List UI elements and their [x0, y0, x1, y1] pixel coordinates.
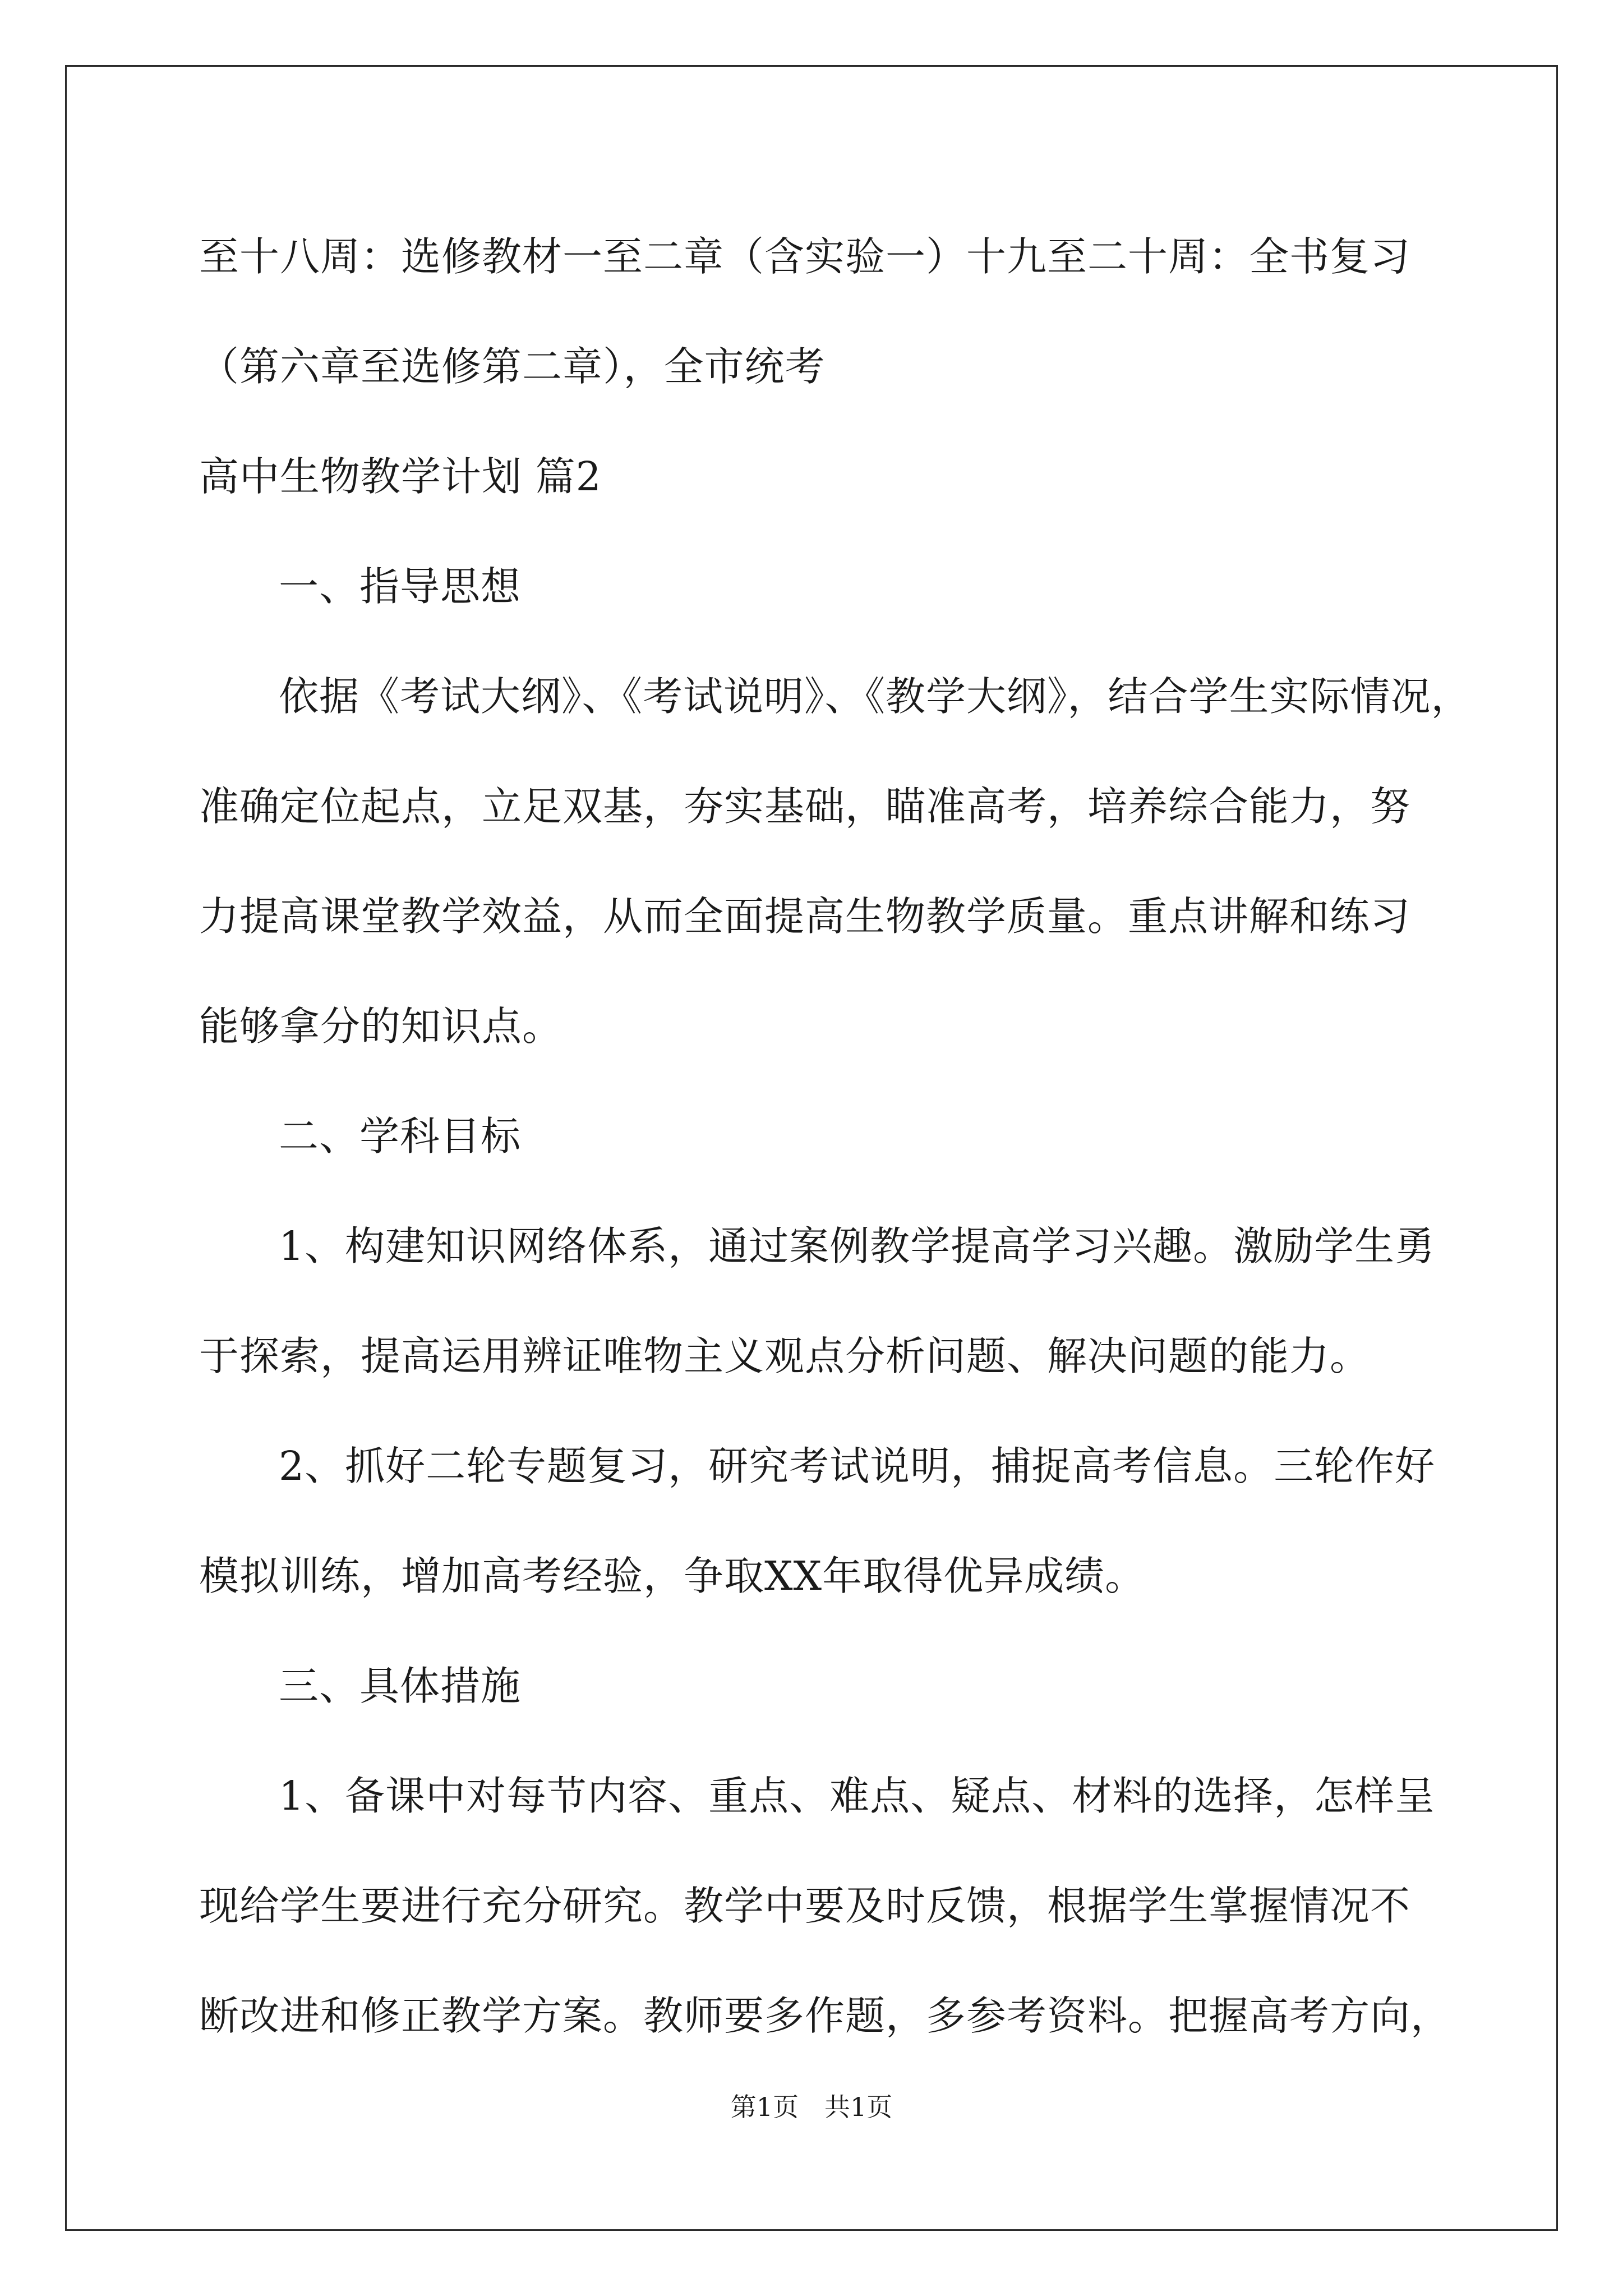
heading-guiding-ideology: 一、指导思想 [279, 563, 522, 610]
text-line: 1、备课中对每节内容、重点、难点、疑点、材料的选择，怎样呈 [279, 1773, 1436, 1819]
heading-specific-measures: 三、具体措施 [279, 1663, 522, 1709]
text-line: （第六章至选修第二章），全市统考 [199, 343, 826, 390]
text-line: 模拟训练，增加高考经验，争取XX年取得优异成绩。 [199, 1553, 1146, 1599]
text-line: 现给学生要进行充分研究。教学中要及时反馈，根据学生掌握情况不 [199, 1883, 1411, 1929]
text-line: 能够拿分的知识点。 [199, 1003, 563, 1050]
text-line: 1、构建知识网络体系，通过案例教学提高学习兴趣。激励学生勇 [279, 1223, 1436, 1269]
text-line: 2、抓好二轮专题复习，研究考试说明，捕捉高考信息。三轮作好 [279, 1443, 1436, 1489]
text-line: 于探索，提高运用辨证唯物主义观点分析问题、解决问题的能力。 [199, 1333, 1371, 1379]
page-number: 第1页 共1页 [730, 2092, 893, 2122]
heading-subject-goals: 二、学科目标 [279, 1113, 522, 1159]
text-line: 力提高课堂教学效益，从而全面提高生物教学质量。重点讲解和练习 [199, 893, 1411, 940]
text-line: 准确定位起点，立足双基，夯实基础，瞄准高考，培养综合能力，努 [199, 783, 1411, 830]
text-line: 至十八周：选修教材一至二章（含实验一）十九至二十周：全书复习 [199, 233, 1411, 280]
document-body [199, 202, 1472, 2071]
section-title: 高中生物教学计划 篇2 [199, 453, 602, 500]
text-line: 依据《考试大纲》、《考试说明》、《教学大纲》，结合学生实际情况， [279, 673, 1472, 720]
text-line: 断改进和修正教学方案。教师要多作题，多参考资料。把握高考方向， [199, 1993, 1451, 2039]
